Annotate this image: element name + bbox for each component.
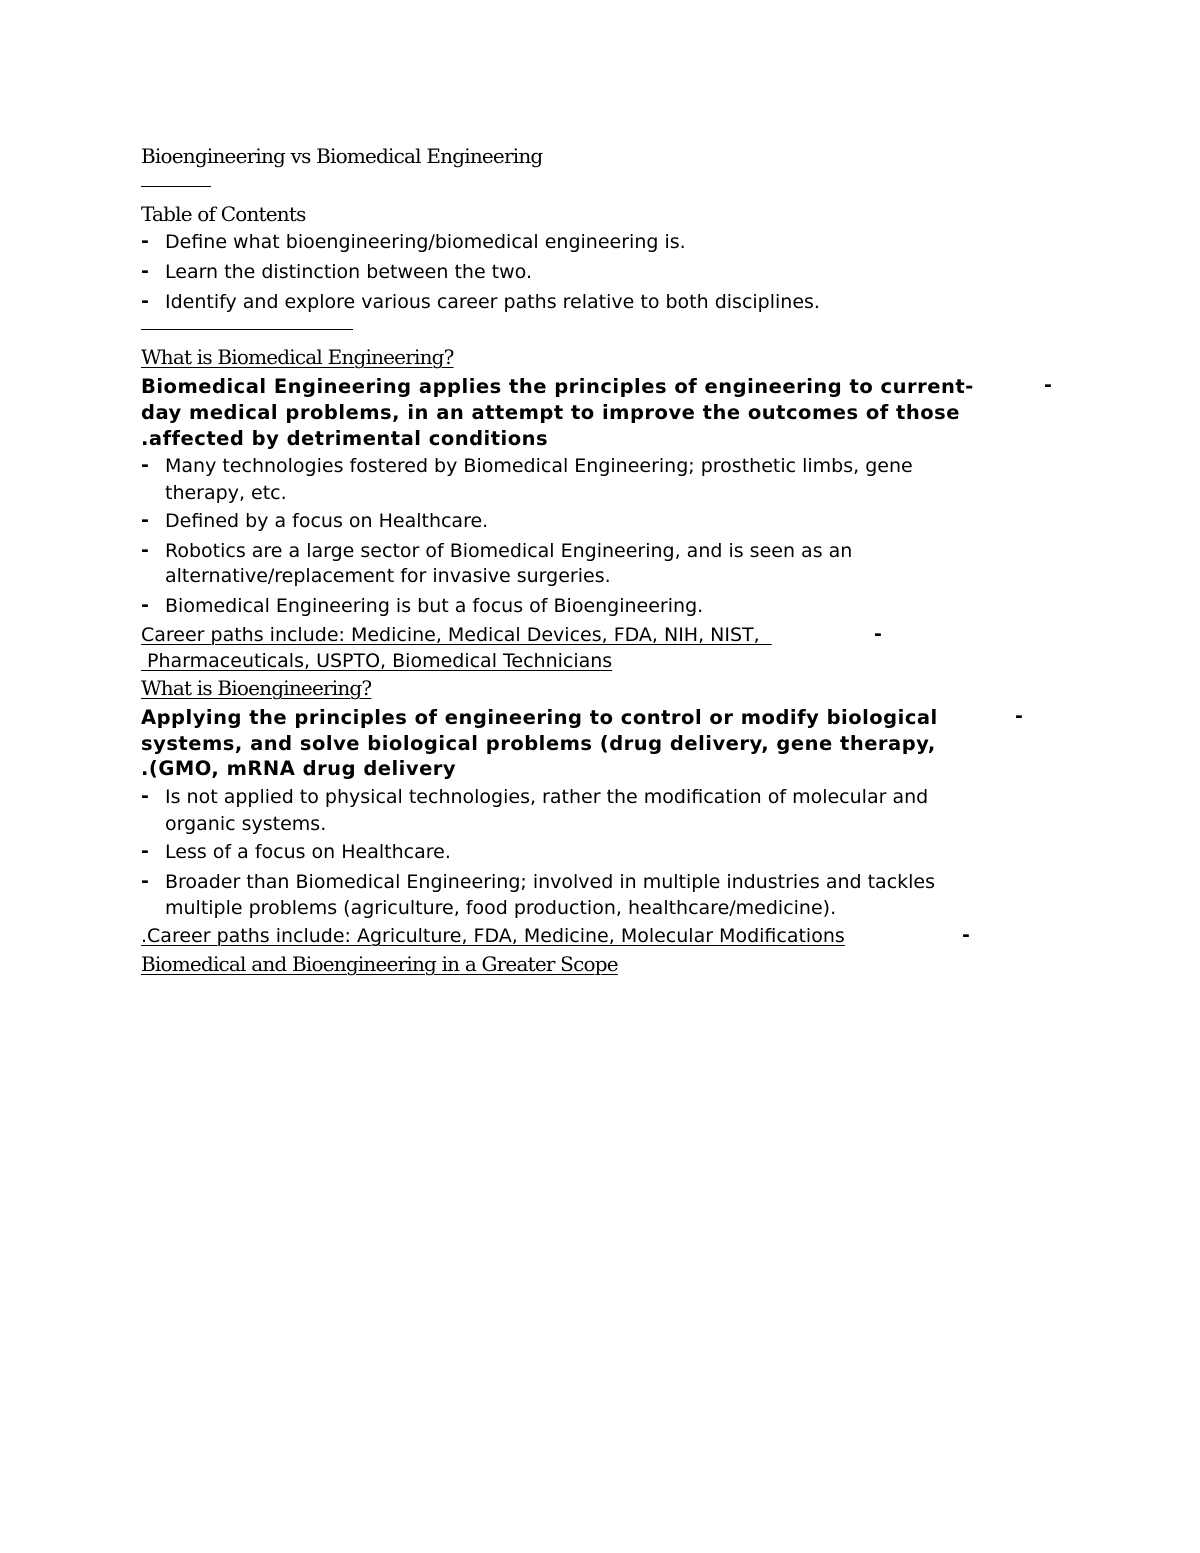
biomedical-bullet-cont: therapy, etc.: [165, 482, 287, 504]
biomedical-bullet: Biomedical Engineering is but a focus of Bioengineering.: [165, 595, 704, 617]
bioengineering-bullet: Is not applied to physical technologies, rather the modification of molecular and: [165, 786, 929, 808]
short-divider: [141, 186, 211, 187]
bullet-dash: -: [141, 840, 149, 862]
bioengineering-definition-line: .(GMO, mRNA drug delivery: [141, 757, 457, 780]
toc-item: Learn the distinction between the two.: [165, 261, 532, 283]
toc-heading: Table of Contents: [141, 202, 306, 226]
bullet-dash: -: [141, 260, 149, 282]
biomedical-definition-line: .affected by detrimental conditions: [141, 427, 549, 450]
bioengineering-bullet: Broader than Biomedical Engineering; involved in multiple industries and tackles: [165, 871, 936, 893]
biomedical-bullet: Robotics are a large sector of Biomedical Engineering, and is seen as an: [165, 540, 853, 562]
bioengineering-definition-line: Applying the principles of engineering to control or modify biological: [141, 706, 938, 729]
toc-item: Define what bioengineering/biomedical engineering is.: [165, 231, 686, 253]
bullet-dash: -: [141, 785, 149, 807]
bioengineering-definition-line: systems, and solve biological problems (drug delivery, gene therapy,: [141, 732, 936, 755]
bioengineering-careers: .Career paths include: Agriculture, FDA, Medicine, Molecular Modifications: [141, 925, 845, 947]
bullet-dash: -: [141, 509, 149, 531]
biomedical-bullet: Defined by a focus on Healthcare.: [165, 510, 489, 532]
bioengineering-bullet-cont: organic systems.: [165, 813, 327, 835]
bioengineering-bullet: Less of a focus on Healthcare.: [165, 841, 451, 863]
bullet-dash: -: [962, 924, 970, 946]
section-heading-scope: Biomedical and Bioengineering in a Greater Scope: [141, 952, 618, 976]
bullet-dash: -: [141, 539, 149, 561]
biomedical-careers: Career paths include: Medicine, Medical Devices, FDA, NIH, NIST,: [141, 624, 772, 646]
bullet-dash: -: [141, 454, 149, 476]
bullet-dash: -: [141, 870, 149, 892]
bullet-dash: -: [1044, 374, 1052, 396]
biomedical-definition-line: day medical problems, in an attempt to improve the outcomes of those: [141, 401, 960, 424]
bullet-dash: -: [1015, 705, 1023, 727]
biomedical-definition-line: Biomedical Engineering applies the principles of engineering to current-: [141, 375, 974, 398]
section-heading-biomedical: What is Biomedical Engineering?: [141, 345, 454, 369]
bullet-dash: -: [141, 230, 149, 252]
biomedical-bullet-cont: alternative/replacement for invasive surgeries.: [165, 565, 611, 587]
biomedical-careers-cont: Pharmaceuticals, USPTO, Biomedical Technicians: [141, 650, 613, 672]
bullet-dash: -: [141, 594, 149, 616]
long-divider: [141, 329, 353, 330]
bullet-dash: -: [141, 290, 149, 312]
section-heading-bioengineering: What is Bioengineering?: [141, 676, 372, 700]
bioengineering-bullet-cont: multiple problems (agriculture, food production, healthcare/medicine).: [165, 897, 837, 919]
toc-item: Identify and explore various career paths relative to both disciplines.: [165, 291, 820, 313]
document-title: Bioengineering vs Biomedical Engineering: [141, 144, 543, 168]
biomedical-bullet: Many technologies fostered by Biomedical Engineering; prosthetic limbs, gene: [165, 455, 913, 477]
bullet-dash: -: [874, 623, 882, 645]
